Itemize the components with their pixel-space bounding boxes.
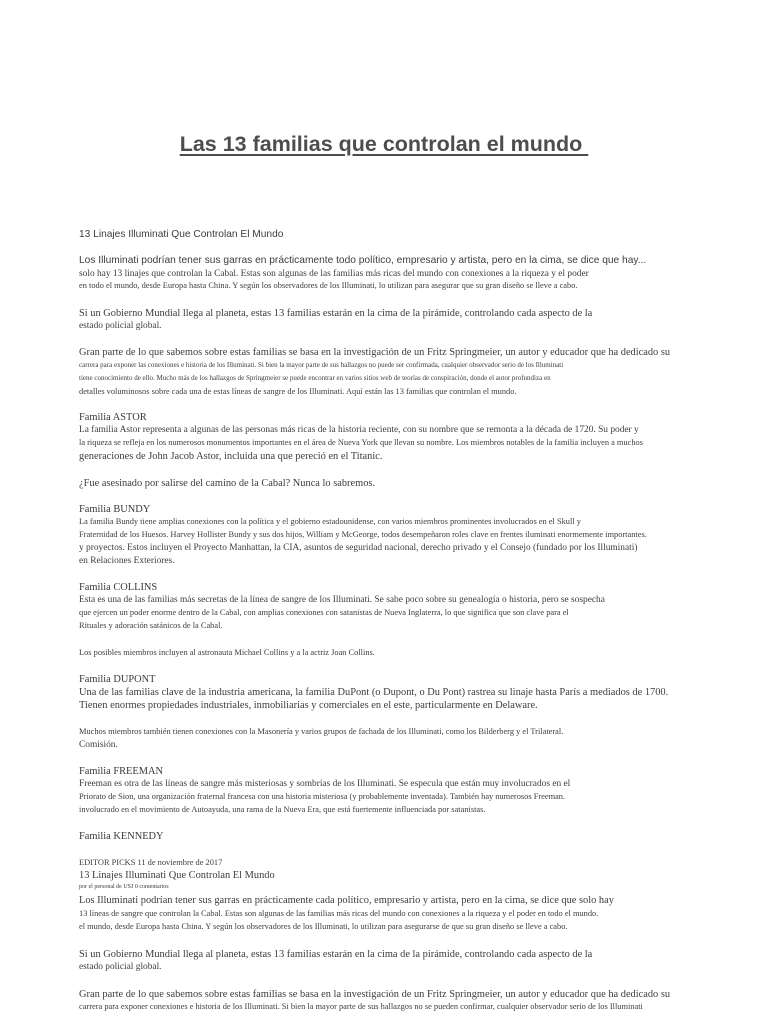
- text-line: Los posibles miembros incluyen al astronauta Michael Collins y a la actriz Joan Collins.: [79, 648, 375, 657]
- section-heading: Familia KENNEDY: [79, 831, 164, 842]
- text-line: el mundo, desde Europa hasta China. Y según los observadores de los Illuminati, lo utilizan para asegurarse de que su gran diseño se lleve a cabo.: [79, 922, 568, 931]
- page-title: Las 13 familias que controlan el mundo: [179, 132, 589, 156]
- text-line: Muchos miembros también tienen conexiones con la Masonería y varios grupos de fachada de los Illuminati, como los Bilderberg y el Trilateral.: [79, 727, 564, 736]
- text-line: Gran parte de lo que sabemos sobre estas familias se basa en la investigación de un Fritz Springmeier, un autor y educador que ha dedicado su: [79, 989, 671, 1000]
- article-subtitle: 13 Linajes Illuminati Que Controlan El Mundo: [79, 229, 284, 240]
- text-line: ¿Fue asesinado por salirse del camino de la Cabal? Nunca lo sabremos.: [79, 478, 376, 489]
- text-line: estado policial global.: [79, 321, 162, 331]
- section-heading: Familia ASTOR: [79, 412, 147, 423]
- text-line: Priorato de Sion, una organización fraternal francesa con una historia misteriosa (y probablemente inventada). También hay numerosos Freeman.: [79, 792, 566, 801]
- text-line: La familia Astor representa a algunas de las personas más ricas de la historia reciente, con su nombre que se remonta a la década de 1720. Su poder y: [79, 425, 639, 435]
- text-line: y proyectos. Estos incluyen el Proyecto Manhattan, la CIA, asuntos de seguridad nacional, derecho privado y el Consejo (fundado por los Illuminati): [79, 543, 638, 553]
- section-heading: Familia DUPONT: [79, 674, 156, 685]
- text-line: en Relaciones Exteriores.: [79, 556, 175, 566]
- text-line: carrera para exponer las conexiones e historia de los Illuminati. Si bien la mayor parte de sus hallazgos no puede ser confirmada, cualquier observador serio de los Illuminati: [79, 361, 564, 369]
- text-line: detalles voluminosos sobre cada una de estas líneas de sangre de los Illuminati. Aquí están las 13 familias que controlan el mundo.: [79, 387, 517, 396]
- text-line: Si un Gobierno Mundial llega al planeta, estas 13 familias estarán en la cima de la pirámide, controlando cada aspecto de la: [79, 949, 593, 960]
- text-line: Fraternidad de los Huesos. Harvey Hollister Bundy y sus dos hijos, William y McGeorge, todos desempeñaron roles clave en frentes iluminati enormemente importantes.: [79, 530, 647, 539]
- text-line: Los Illuminati podrían tener sus garras en prácticamente todo político, empresario y artista, pero en la cima, se dice que hay...: [79, 255, 647, 266]
- section-heading: Familia BUNDY: [79, 504, 151, 515]
- text-line: Si un Gobierno Mundial llega al planeta, estas 13 familias estarán en la cima de la pirámide, controlando cada aspecto de la: [79, 308, 593, 319]
- text-line: 13 líneas de sangre que controlan la Cabal. Estas son algunas de las familias más ricas del mundo con conexiones a la riqueza y el poder en todo el mundo.: [79, 909, 599, 918]
- text-line: Comisión.: [79, 740, 118, 750]
- text-line: Freeman es otra de las líneas de sangre más misteriosas y sombrías de los Illuminati. Se especula que están muy involucrados en el: [79, 779, 571, 789]
- text-line: Los Illuminati podrían tener sus garras en prácticamente cada político, empresario y artista, pero en la cima, se dice que solo hay: [79, 895, 614, 906]
- text-line: Una de las familias clave de la industria americana, la familia DuPont (o Dupont, o Du Pont) rastrea su linaje hasta París a mediados de 1700.: [79, 687, 669, 698]
- text-line: Esta es una de las familias más secretas de la línea de sangre de los Illuminati. Se sabe poco sobre su genealogía o historia, pero se sospecha: [79, 595, 605, 605]
- text-line: la riqueza se refleja en los numerosos monumentos importantes en el área de Nueva York que llevan su nombre. Los miembros notables de la familia incluyen a muchos: [79, 438, 643, 447]
- editor-picks-label: EDITOR PICKS 11 de noviembre de 2017: [79, 858, 223, 867]
- text-line: estado policial global.: [79, 962, 162, 972]
- text-line: que ejercen un poder enorme dentro de la Cabal, con amplias conexiones con satanistas de Nueva Inglaterra, lo que significa que son clave para el: [79, 608, 569, 617]
- text-line: Tienen enormes propiedades industriales, inmobiliarias y comerciales en el este, particularmente en Delaware.: [79, 700, 538, 711]
- text-line: tiene conocimiento de ello. Mucho más de los hallazgos de Springmeier se puede encontrar en varios sitios web de teorías de conspiración, donde el autor profundiza en: [79, 374, 551, 382]
- editor-article-title: 13 Linajes Illuminati Que Controlan El Mundo: [79, 870, 275, 881]
- text-line: Gran parte de lo que sabemos sobre estas familias se basa en la investigación de un Fritz Springmeier, un autor y educador que ha dedicado su: [79, 347, 671, 358]
- text-line: Rituales y adoración satánicos de la Cabal.: [79, 621, 223, 630]
- text-line: La familia Bundy tiene amplias conexiones con la política y el gobierno estadounidense, con varios miembros prominentes involucrados en el Skull y: [79, 517, 581, 526]
- section-heading: Familia FREEMAN: [79, 766, 163, 777]
- section-heading: Familia COLLINS: [79, 582, 158, 593]
- text-line: solo hay 13 linajes que controlan la Cabal. Estas son algunas de las familias más ricas del mundo con conexiones a la riqueza y el poder: [79, 269, 589, 279]
- byline: por el personal de USJ 0 comentarios: [79, 884, 169, 890]
- text-line: en todo el mundo, desde Europa hasta China. Y según los observadores de los Illuminati, lo utilizan para asegurar que su gran diseño se lleve a cabo.: [79, 281, 578, 290]
- text-line: involucrado en el movimiento de Autoayuda, una rama de la Nueva Era, que está fuertemente influenciada por satanistas.: [79, 805, 486, 814]
- text-line: carrera para exponer conexiones e historia de los Illuminati. Si bien la mayor parte de sus hallazgos no se pueden confirmar, cualquier observador serio de los Illuminati: [79, 1002, 643, 1011]
- text-line: generaciones de John Jacob Astor, incluida una que pereció en el Titanic.: [79, 451, 383, 462]
